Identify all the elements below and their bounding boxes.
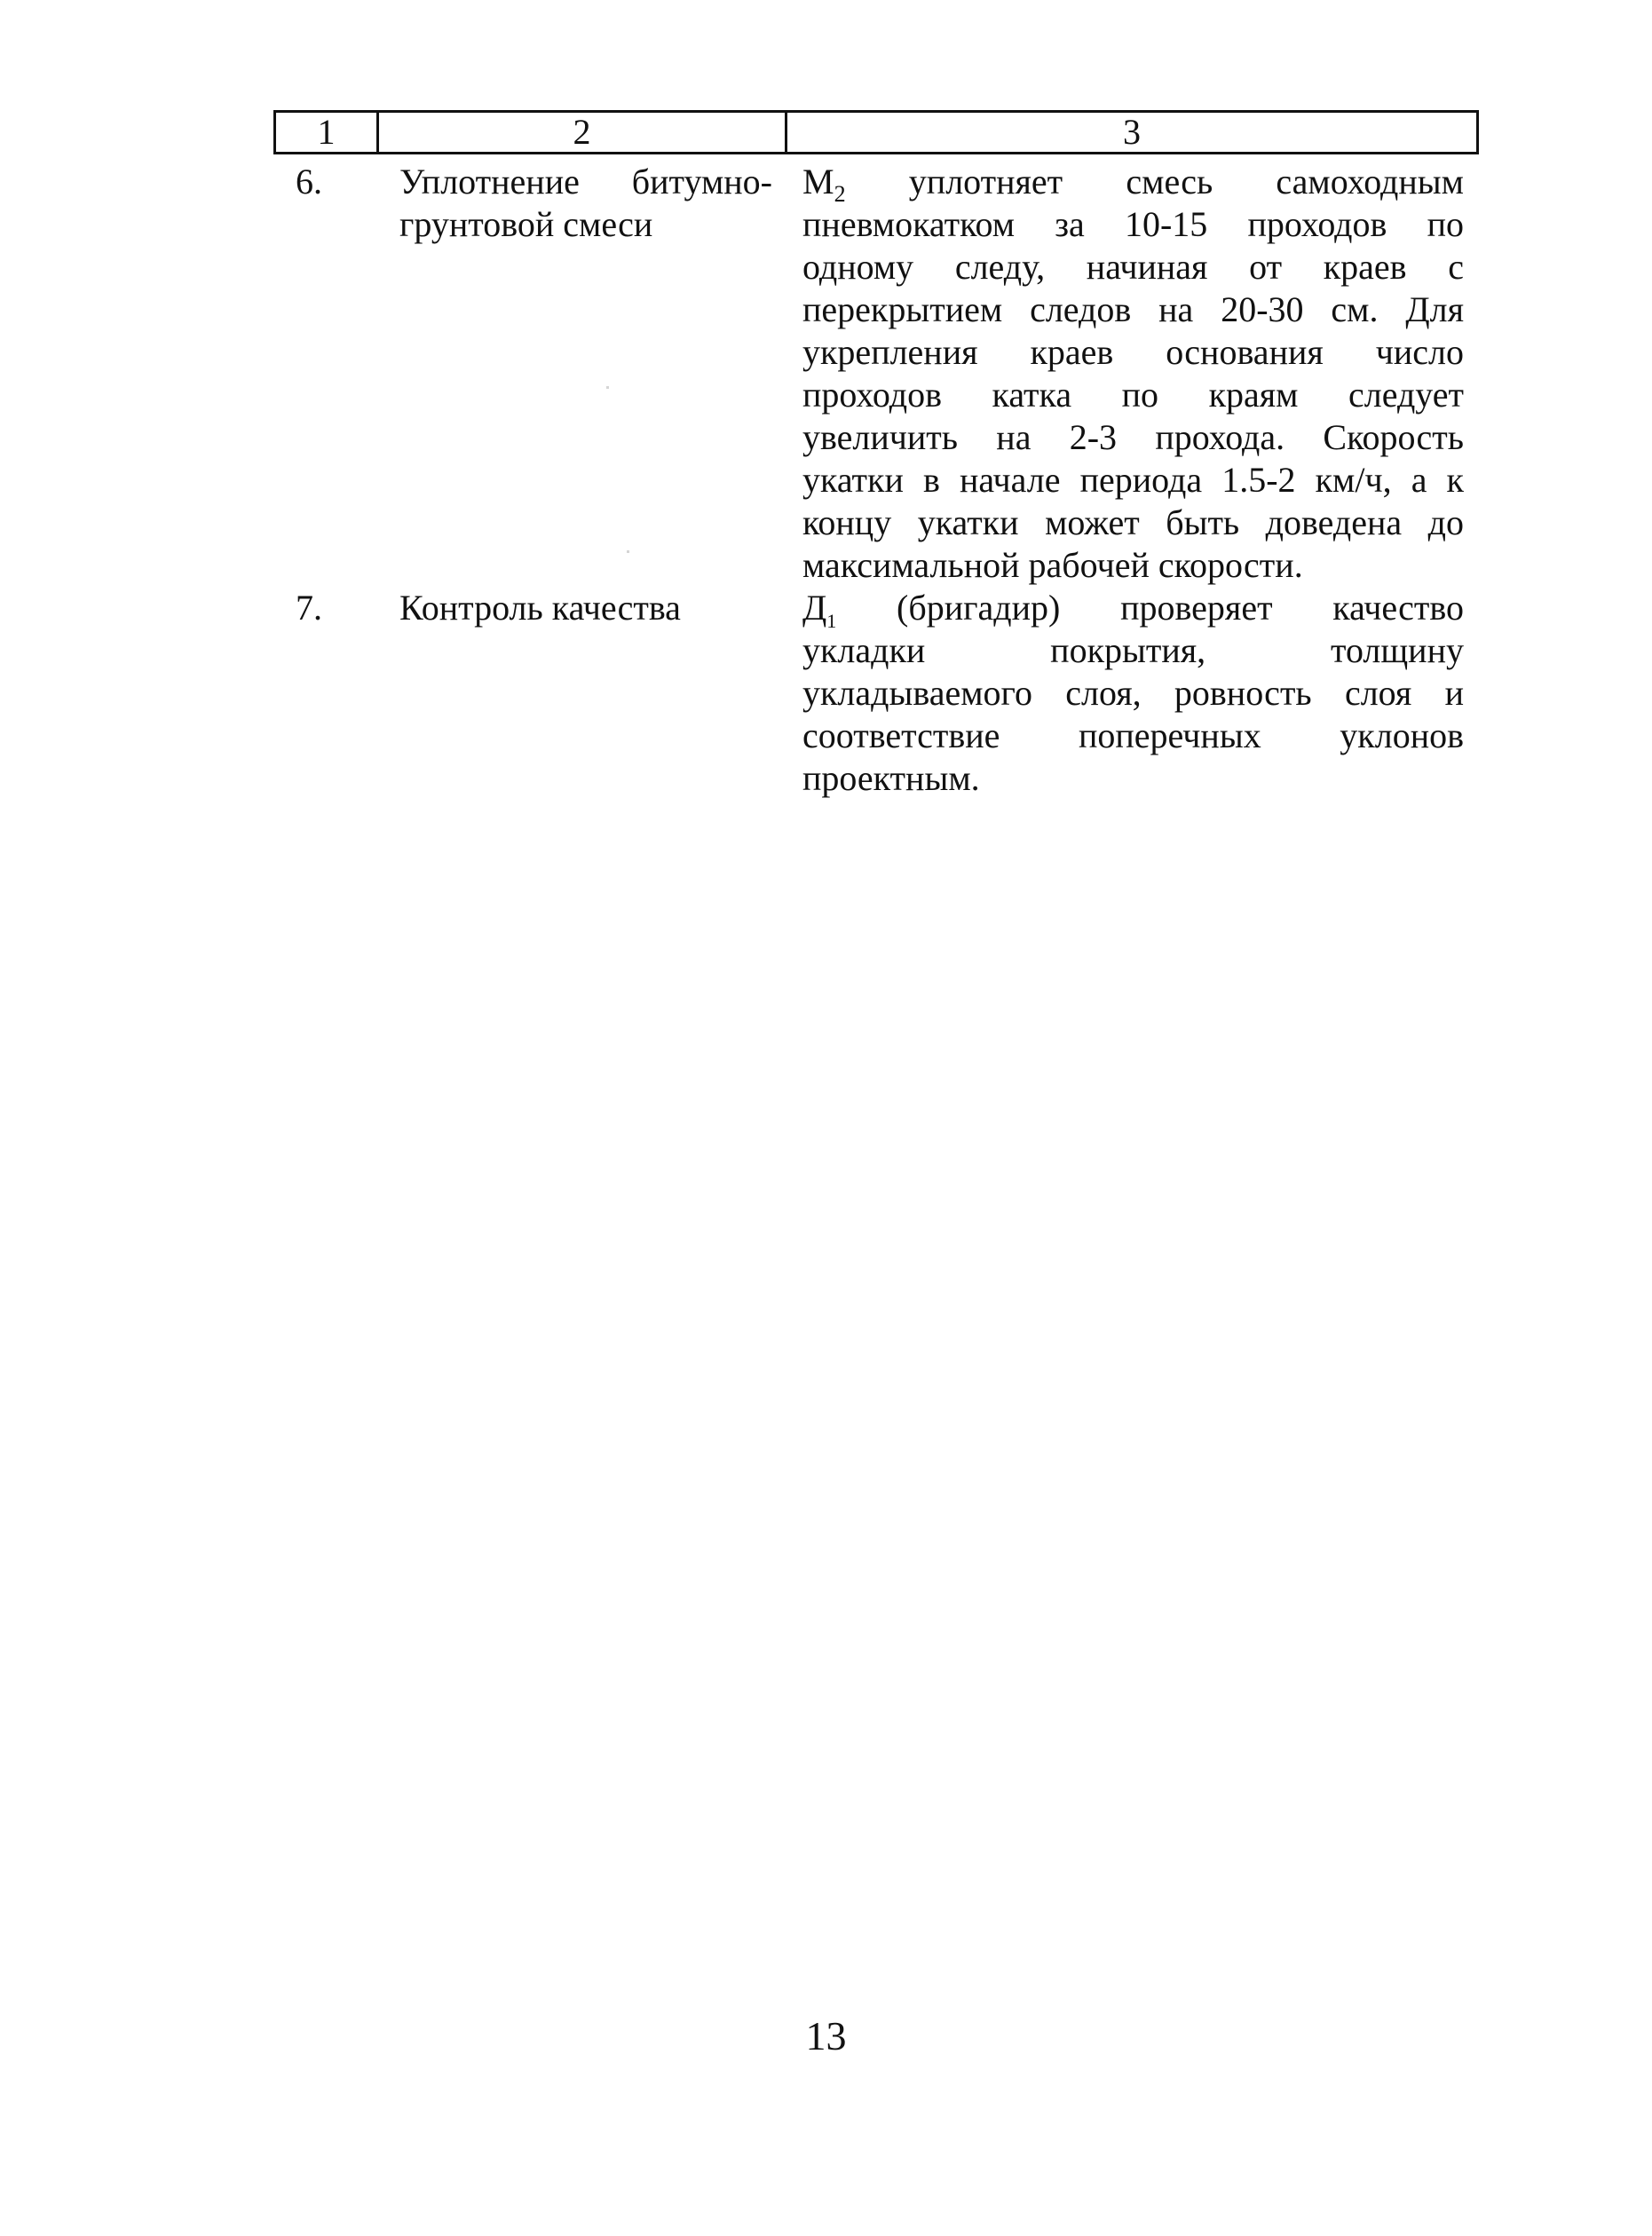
- description-line: перекрытием следов на 20-30 см. Для: [802, 289, 1464, 329]
- operation-name: [399, 587, 772, 629]
- worker-letter: Д: [802, 588, 827, 628]
- description-line: максимальной рабочей скорости.: [802, 545, 1303, 585]
- description-line: укатки в начале периода 1.5-2 км/ч, а к: [802, 460, 1464, 500]
- table-header-col-3: 3: [1123, 112, 1141, 152]
- operation-name: [399, 161, 772, 246]
- description-line: проходов катка по краям следует: [802, 375, 1464, 415]
- row-number: 7.: [296, 588, 322, 628]
- table-header-col-2: 2: [379, 113, 787, 152]
- description-text: (бригадир) проверяет качество: [897, 588, 1464, 628]
- table-header-row: [273, 110, 1479, 154]
- worker-index: 1: [826, 610, 837, 632]
- operation-name-line: Уплотнение битумно-: [399, 162, 772, 201]
- description-first-line: [802, 587, 1464, 632]
- description-line: концу укатки может быть доведена до: [802, 502, 1464, 542]
- description-line: укладываемого слоя, ровность слоя и: [802, 673, 1464, 713]
- operation-name-line: Контроль качества: [399, 588, 681, 628]
- scan-speck: [627, 550, 629, 553]
- operation-description: [802, 587, 1464, 800]
- description-line: увеличить на 2-3 прохода. Скорость: [802, 417, 1464, 457]
- description-line: укладки покрытия, толщину: [802, 630, 1464, 670]
- table-header-col-1: 1: [276, 113, 379, 152]
- operation-description: [802, 161, 1464, 587]
- scan-speck: [606, 386, 609, 389]
- worker-code: [802, 588, 837, 632]
- description-first-line: [802, 161, 1464, 207]
- worker-index: 2: [834, 181, 846, 207]
- description-text: уплотняет смесь самоходным: [908, 162, 1464, 201]
- description-line: одному следу, начиная от краев с: [802, 247, 1464, 287]
- description-line: пневмокатком за 10-15 проходов по: [802, 204, 1464, 244]
- description-line: укрепления краев основания число: [802, 332, 1464, 372]
- page-number: 13: [805, 2013, 847, 2058]
- worker-letter: М: [802, 162, 834, 201]
- operation-name-line: грунтовой смеси: [399, 204, 653, 244]
- description-line: проектным.: [802, 758, 980, 798]
- worker-code: [802, 162, 846, 207]
- row-number: 6.: [296, 162, 322, 201]
- description-line: соответствие поперечных уклонов: [802, 715, 1464, 755]
